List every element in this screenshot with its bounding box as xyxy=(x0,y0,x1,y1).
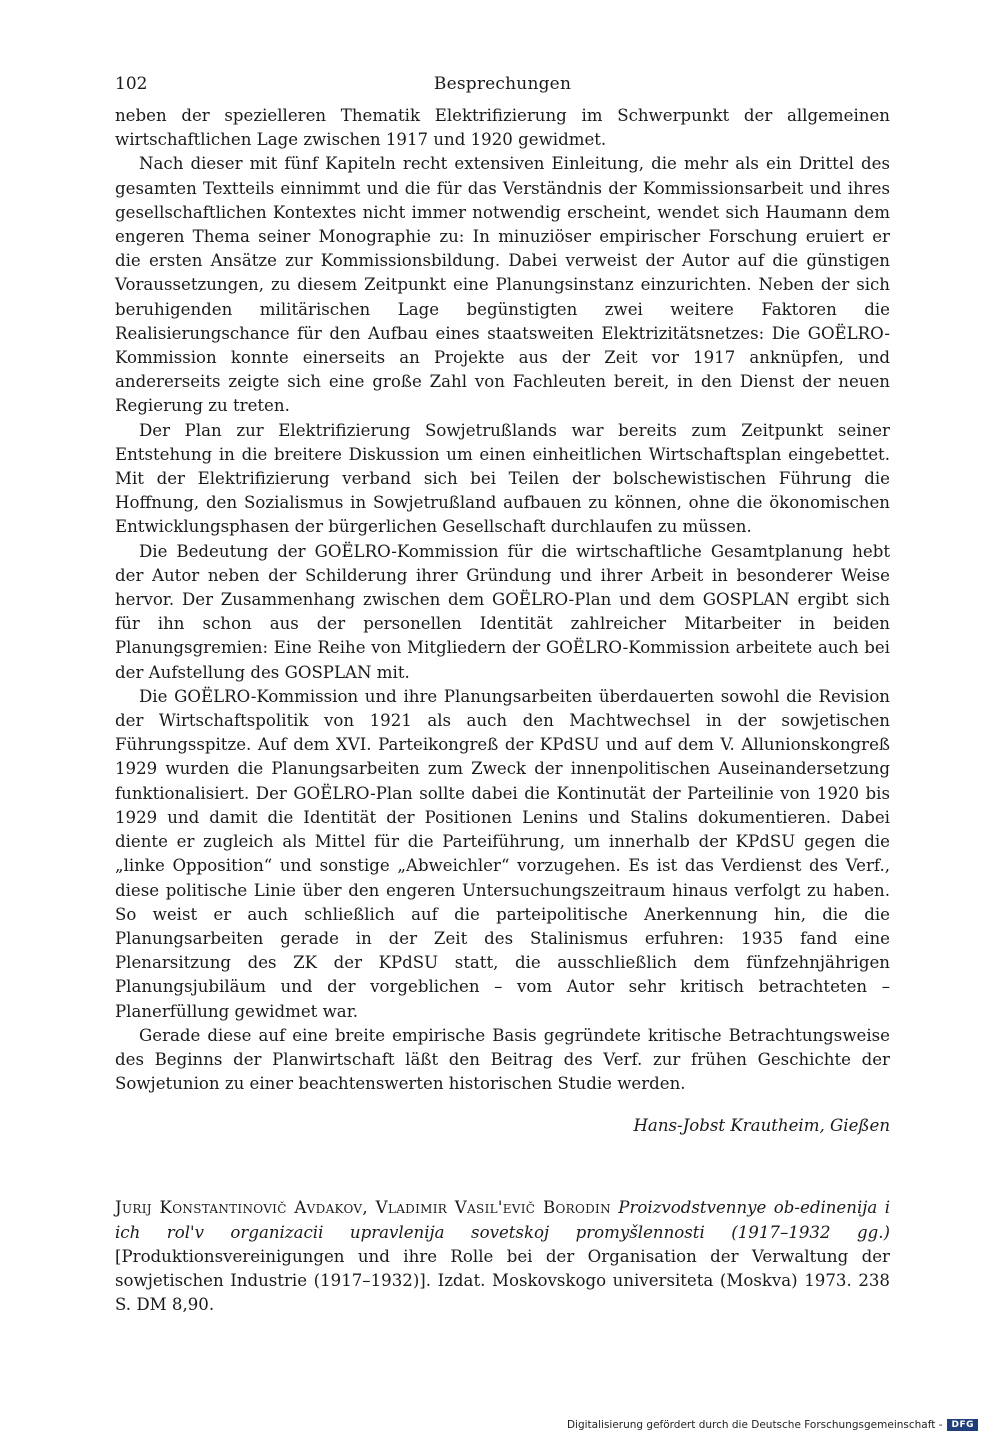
running-head: Besprechungen xyxy=(433,74,572,94)
paragraph: Die GOËLRO-Kommission und ihre Planungsarbeiten überdauerten sowohl die Revision der Wirtschaftspolitik von 1921 als auch den Machtwechsel in der sowjetischen Führungsspitze. Auf dem XVI. Parteikongreß der KPdSU und auf dem V. Allunionskongreß 1929 wurden die Planungsarbeiten zum Zweck der innenpolitischen Auseinandersetzung funktionalisiert. Der GOËLRO-Plan sollte dabei die Kontinutät der Parteilinie von 1920 bis 1929 und damit die Identität der Positionen Lenins und Stalins dokumentieren. Dabei diente er zugleich als Mittel für die Parteiführung, um innerhalb der KPdSU gegen die „linke Opposition“ und sonstige „Abweichler“ vorzugehen. Es ist das Verdienst des Verf., diese politische Linie über den engeren Untersuchungszeitraum hinaus verfolgt zu haben. So weist er auch schließlich auf die parteipolitische Anerkennung hin, die die Planungsarbeiten gerade in der Zeit des Stalinismus erfuhren: 1935 fand eine Plenarsitzung des ZK der KPdSU statt, die ausschließlich dem fünfzehnjährigen Planungsjubiläum und der vorgeblichen – vom Autor sehr kritisch betrachteten – Planerfüllung gewidmet war. xyxy=(115,686,890,1021)
page-header xyxy=(115,70,890,104)
bibliography-details: [Produktionsvereinigungen und ihre Rolle bei der Organisation der Verwaltung der sowjetischen Industrie (1917–1932)]. Izdat. Moskovskogo universiteta (Moskva) 1973. 238 S. DM 8,90. xyxy=(115,1246,890,1315)
page xyxy=(115,70,890,1317)
page-number: 102 xyxy=(115,74,148,94)
dfg-logo: DFG xyxy=(947,1419,978,1431)
paragraph: Nach dieser mit fünf Kapiteln recht extensiven Einleitung, die mehr als ein Drittel des gesamten Textteils einnimmt und die für das Verständnis der Kommissionsarbeit und ihres gesellschaftlichen Kontextes nicht immer notwendig erscheint, wendet sich Haumann dem engeren Thema seiner Monographie zu: In minuziöser empirischer Forschung eruiert er die ersten Ansätze zur Kommissionsbildung. Dabei verweist der Autor auf die günstigen Voraussetzungen, zu diesem Zeitpunkt eine Planungsinstanz einzurichten. Neben der sich beruhigenden militärischen Lage begünstigten zwei weitere Faktoren die Realisierungschance für den Aufbau eines staatsweiten Elektrizitätsnetzes: Die GOËLRO-Kommission konnte einerseits an Projekte aus der Zeit vor 1917 anknüpfen, und andererseits zeigte sich eine große Zahl von Fachleuten bereit, in den Dienst der neuen Regierung zu treten. xyxy=(115,154,890,416)
paragraph: neben der spezielleren Thematik Elektrifizierung im Schwerpunkt der allgemeinen wirtschaftlichen Lage zwischen 1917 und 1920 gewidmet. xyxy=(115,106,890,150)
bibliography-authors: Jurij Konstantinovič Avdakov, Vladimir Vasil'evič Borodin xyxy=(115,1198,611,1218)
review-body xyxy=(115,104,890,1096)
paragraph: Gerade diese auf eine breite empirische Basis gegründete kritische Betrachtungsweise des Beginns der Planwirtschaft läßt den Beitrag des Verf. zur frühen Geschichte der Sowjetunion zu einer beachtenswerten historischen Studie werden. xyxy=(115,1025,890,1094)
paragraph: Die Bedeutung der GOËLRO-Kommission für die wirtschaftliche Gesamtplanung hebt der Autor neben der Schilderung ihrer Gründung und ihrer Arbeit in besonderer Weise hervor. Der Zusammenhang zwischen dem GOËLRO-Plan und dem GOSPLAN ergibt sich für ihn schon aus der personellen Identität zahlreicher Mitarbeiter in beiden Planungsgremien: Eine Reihe von Mitgliedern der GOËLRO-Kommission arbeitete auch bei der Aufstellung des GOSPLAN mit. xyxy=(115,541,890,682)
paragraph: Der Plan zur Elektrifizierung Sowjetrußlands war bereits zum Zeitpunkt seiner Entstehung in die breitere Diskussion um einen einheitlichen Wirtschaftsplan eingebettet. Mit der Elektrifizierung verband sich bei Teilen der bolschewistischen Führung die Hoffnung, den Sozialismus in Sowjetrußland aufbauen zu können, ohne die ökonomischen Entwicklungsphasen der bürgerlichen Gesellschaft durchlaufen zu müssen. xyxy=(115,420,890,537)
footer-text: Digitalisierung gefördert durch die Deutsche Forschungsgemeinschaft - xyxy=(566,1419,943,1431)
bibliography-title: Proizvodstvennye ob-edinenija i ich rol'v organizacii upravlenija sovetskoj promyšlennosti (1917–1932 gg.) xyxy=(115,1198,891,1242)
reviewer-signature: Hans-Jobst Krautheim, Gießen xyxy=(633,1116,890,1136)
digitization-footer xyxy=(567,1419,978,1431)
bibliography-entry xyxy=(115,1196,890,1317)
